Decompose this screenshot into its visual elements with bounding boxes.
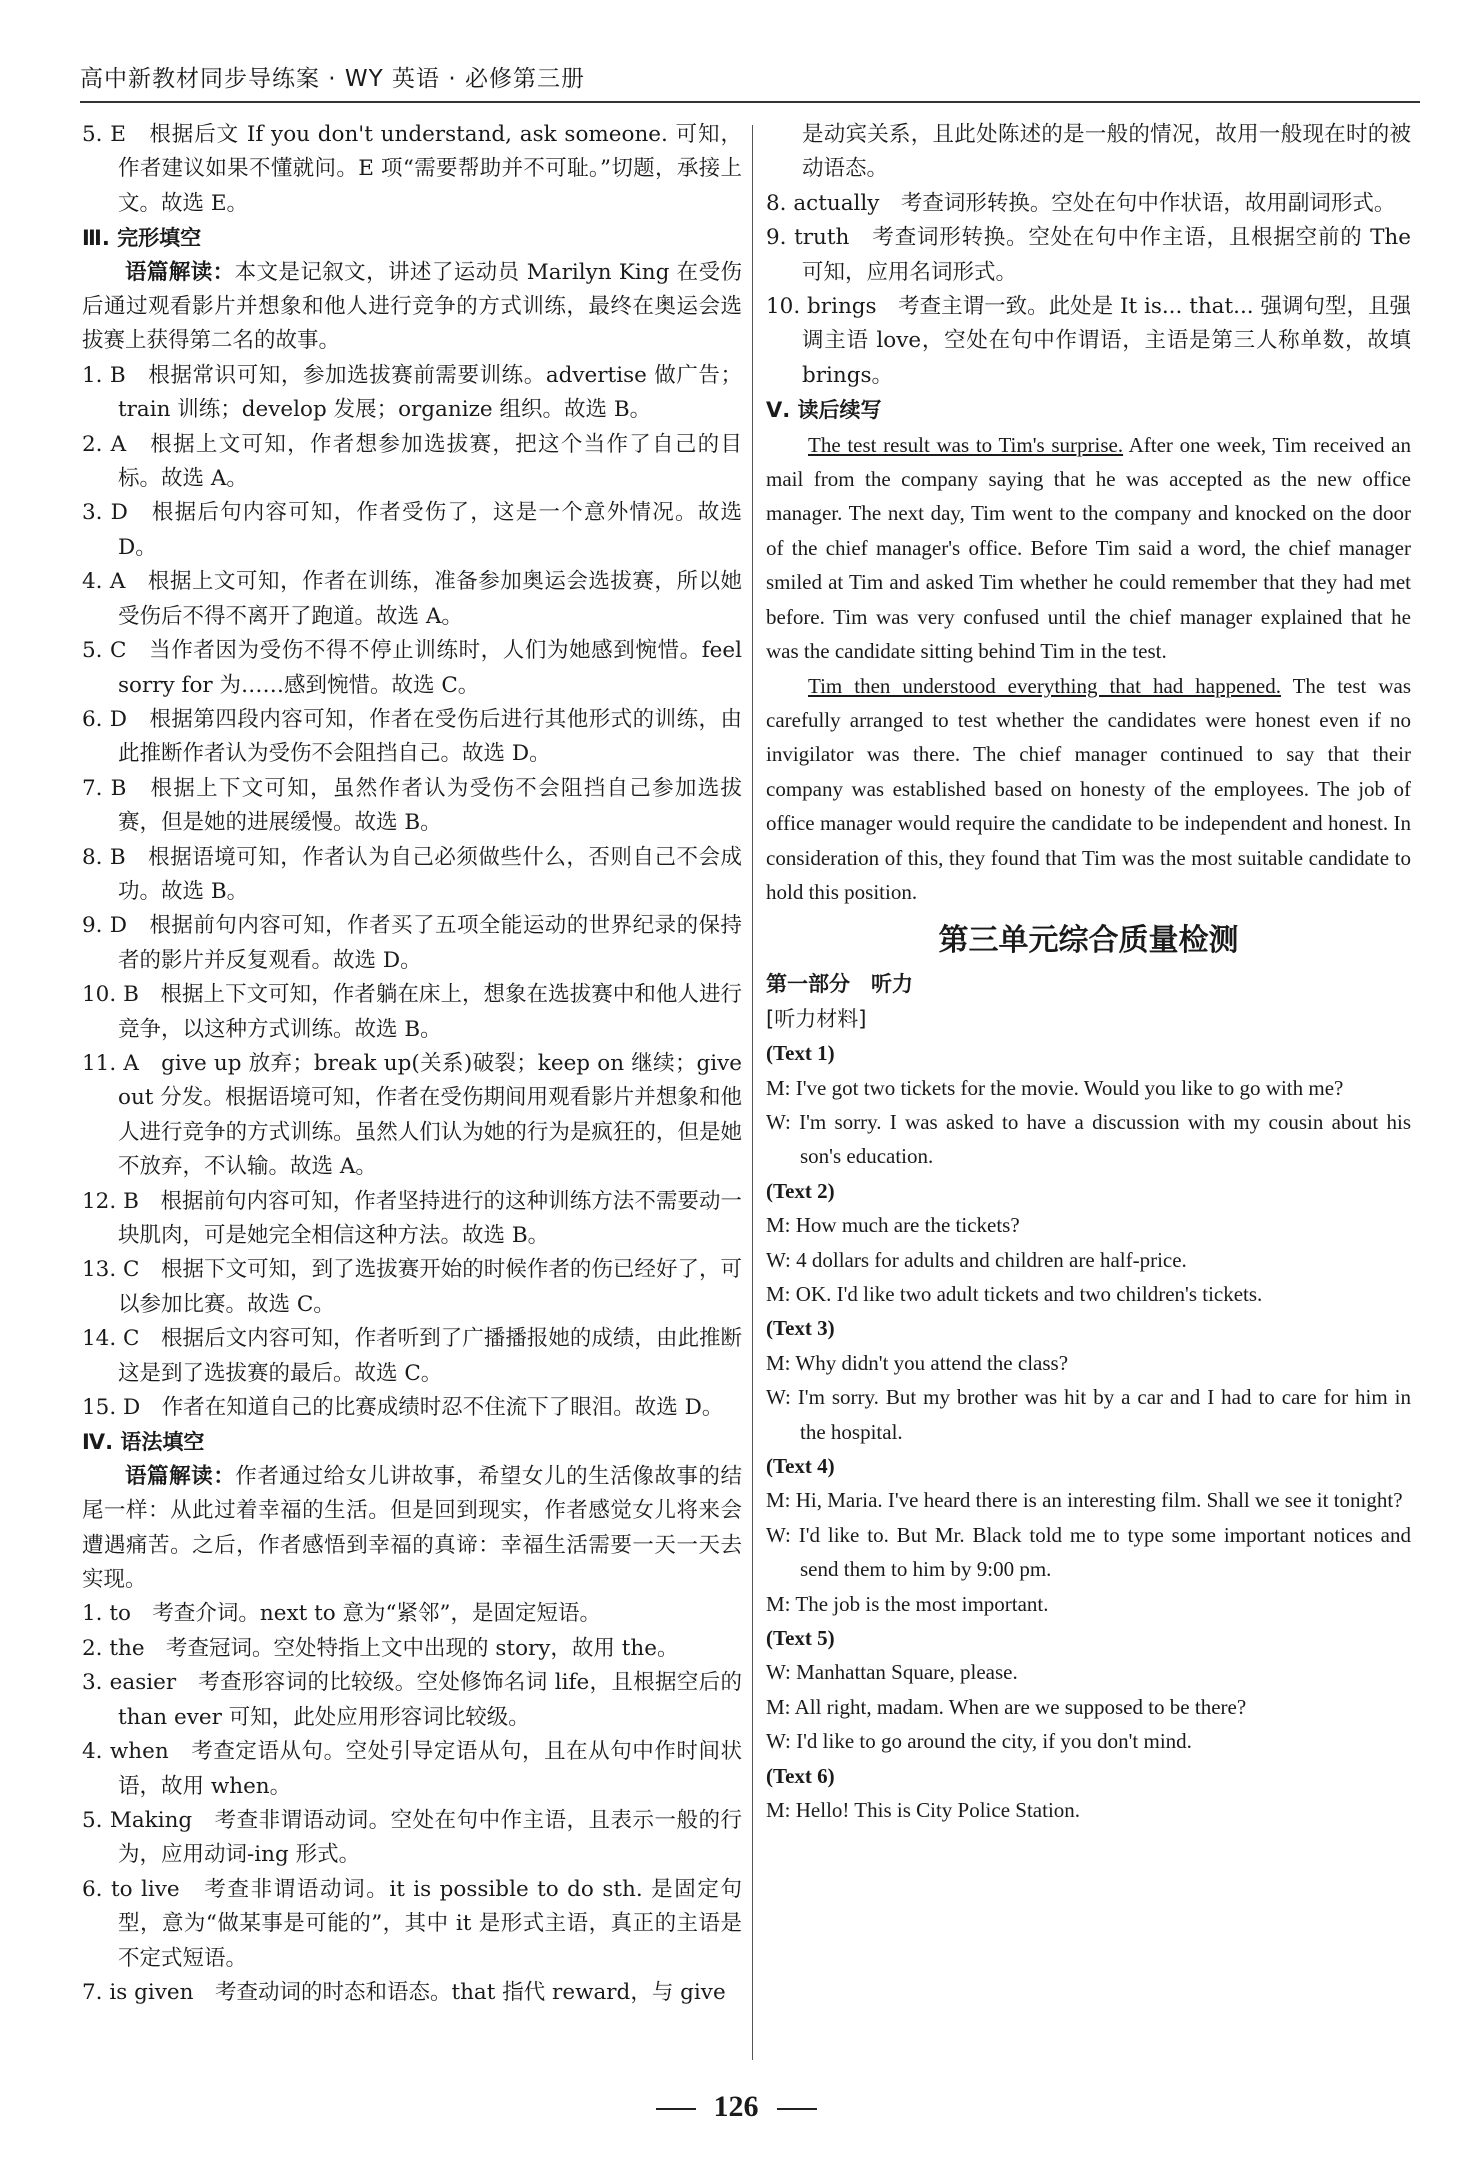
grammar-answer: 5. Making 考查非谓语动词。空处在句中作主语，且表示一般的行为，应用动词-ing 形式。 <box>82 1807 742 1868</box>
intro-label: 语篇解读： <box>125 1463 236 1489</box>
cloze-answer: 10. B 根据上下文可知，作者躺在床上，想象在选拔赛中和他人进行竞争，以这种方式训练。故选 B。 <box>82 982 742 1042</box>
grammar-answer: 10. brings 考查主谓一致。此处是 It is... that... 强调句型，且强调主语 love，空处在句中作谓语，主语是第三人称单数，故填 brings。 <box>766 294 1411 388</box>
dialogue-line: W: I'd like to go around the city, if you don't mind. <box>766 1729 1192 1754</box>
left-column <box>82 118 742 2010</box>
right-column <box>766 118 1411 1828</box>
dialogue-line: W: 4 dollars for adults and children are half-price. <box>766 1247 1187 1272</box>
cloze-intro <box>82 256 742 359</box>
intro-label: 语篇解读： <box>125 259 235 285</box>
grammar-answer: 7. is given 考查动词的时态和语态。that 指代 reward，与 give <box>82 1979 726 2005</box>
essay-paragraph-2 <box>766 669 1411 910</box>
cloze-answer: 7. B 根据上下文可知，虽然作者认为受伤不会阻挡自己参加选拔赛，但是她的进展缓慢。故选 B。 <box>82 775 742 836</box>
dialogue-line: M: Why didn't you attend the class? <box>766 1350 1069 1375</box>
cloze-answer: 3. D 根据后句内容可知，作者受伤了，这是一个意外情况。故选 D。 <box>82 500 742 560</box>
cloze-answer: 5. C 当作者因为受伤不得不停止训练时，人们为她感到惋惜。feel sorry for 为……感到惋惜。故选 C。 <box>82 638 742 698</box>
cloze-answer: 15. D 作者在知道自己的比赛成绩时忍不住流下了眼泪。故选 D。 <box>82 1395 724 1421</box>
dialogue-line: M: How much are the tickets? <box>766 1213 1020 1238</box>
dialogue-line: M: I've got two tickets for the movie. Would you like to go with me? <box>766 1075 1344 1100</box>
answer-7-continued: 是动宾关系，且此处陈述的是一般的情况，故用一般现在时的被动语态。 <box>802 122 1411 182</box>
dialogue-line: W: I'm sorry. But my brother was hit by a car and I had to care for him in the hospital. <box>766 1385 1411 1444</box>
grammar-answer: 4. when 考查定语从句。空处引导定语从句，且在从句中作时间状语，故用 when。 <box>82 1739 742 1799</box>
intro-text: 本文是记叙文，讲述了运动员 Marilyn King 在受伤后通过观看影片并想象和他人进行竞争的方式训练，最终在奥运会选拔赛上获得第二名的故事。 <box>82 259 742 354</box>
dialogue-line: W: Manhattan Square, please. <box>766 1660 1018 1685</box>
grammar-answer: 8. actually 考查词形转换。空处在句中作状语，故用副词形式。 <box>766 190 1396 216</box>
essay-paragraph-1 <box>766 428 1411 669</box>
cloze-answer: 6. D 根据第四段内容可知，作者在受伤后进行其他形式的训练，由此推断作者认为受伤不会阻挡自己。故选 D。 <box>82 706 742 767</box>
grammar-answer: 2. the 考查冠词。空处特指上文中出现的 story，故用 the。 <box>82 1635 679 1661</box>
grammar-answer: 6. to live 考查非谓语动词。it is possible to do sth. 是固定句型，意为“做某事是可能的”，其中 it 是形式主语，真正的主语是不定式短语。 <box>82 1876 742 1971</box>
intro-text: 作者通过给女儿讲故事，希望女儿的生活像故事的结尾一样：从此过着幸福的生活。但是回到现实，作者感觉女儿将来会遭遇痛苦。之后，作者感悟到幸福的真谛：幸福生活需要一天一天去实现。 <box>82 1463 742 1593</box>
material-tag: [听力材料] <box>766 1006 867 1031</box>
dialogue-line: M: Hi, Maria. I've heard there is an interesting film. Shall we see it tonight? <box>766 1488 1403 1513</box>
text-label: (Text 2) <box>766 1178 835 1203</box>
text-label: (Text 5) <box>766 1626 835 1651</box>
section-cloze-heading: Ⅲ. 完形填空 <box>82 226 202 251</box>
cloze-answer: 11. A give up 放弃；break up(关系)破裂；keep on 继续；give out 分发。根据语境可知，作者在受伤期间用观看影片并想象和他人进行竞争的方式训练。虽然人们认为她的行为是疯狂的，但是她不放弃，不认输。故选 A。 <box>82 1050 742 1180</box>
cloze-answer: 14. C 根据后文内容可知，作者听到了广播播报她的成绩，由此推断这是到了选拔赛的最后。故选 C。 <box>82 1326 742 1386</box>
essay-text: The test was carefully arranged to test whether the candidates were honest even if no invigilator was there. The chief manager continued to say that their company was established based on honesty of the employees. The job of office manager would require the candidate to be independent and honest. In consideration of this, they found that Tim was the most suitable candidate to hold this position. <box>766 673 1412 904</box>
grammar-answer: 1. to 考查介词。next to 意为“紧邻”，是固定短语。 <box>82 1601 602 1627</box>
section-grammar-heading: Ⅳ. 语法填空 <box>82 1430 205 1455</box>
cloze-answer: 12. B 根据前句内容可知，作者坚持进行的这种训练方法不需要动一块肌肉，可是她完全相信这种方法。故选 B。 <box>82 1188 742 1248</box>
cloze-answer: 4. A 根据上文可知，作者在训练，准备参加奥运会选拔赛，所以她受伤后不得不离开了跑道。故选 A。 <box>82 569 742 629</box>
column-divider <box>752 125 753 2060</box>
dialogue-line: W: I'd like to. But Mr. Black told me to type some important notices and send them to him by 9:00 pm. <box>766 1522 1411 1582</box>
unit-title: 第三单元综合质量检测 <box>938 923 1239 959</box>
given-sentence: The test result was to Tim's surprise. <box>808 432 1124 457</box>
grammar-answer: 9. truth 考查词形转换。空处在句中作主语，且根据空前的 The 可知，应用名词形式。 <box>766 225 1411 285</box>
dialogue-line: M: OK. I'd like two adult tickets and two children's tickets. <box>766 1282 1263 1306</box>
part-heading: 第一部分 听力 <box>766 972 913 997</box>
given-sentence: Tim then understood everything that had happened. <box>808 673 1281 698</box>
cloze-answer: 1. B 根据常识可知，参加选拔赛前需要训练。advertise 做广告；train 训练；develop 发展；organize 组织。故选 B。 <box>82 362 742 423</box>
dialogue-line: M: All right, madam. When are we supposed to be there? <box>766 1694 1247 1719</box>
section-continuation-heading: Ⅴ. 读后续写 <box>766 398 882 423</box>
cloze-answer: 8. B 根据语境可知，作者认为自己必须做些什么，否则自己不会成功。故选 B。 <box>82 844 742 904</box>
dialogue-line: M: Hello! This is City Police Station. <box>766 1798 1081 1823</box>
text-label: (Text 6) <box>766 1763 835 1788</box>
text-label: (Text 4) <box>766 1454 835 1479</box>
grammar-intro <box>82 1460 742 1598</box>
answer-5: 5. E 根据后文 If you don't understand, ask someone. 可知，作者建议如果不懂就问。E 项“需要帮助并不可耻。”切题，承接上文。故选 E。 <box>82 122 742 216</box>
cloze-answer: 13. C 根据下文可知，到了选拔赛开始的时候作者的伤已经好了，可以参加比赛。故选 C。 <box>82 1257 742 1317</box>
text-label: (Text 1) <box>766 1041 835 1066</box>
page-number-text: 126 <box>713 2090 759 2123</box>
cloze-answer: 9. D 根据前句内容可知，作者买了五项全能运动的世界纪录的保持者的影片并反复观看。故选 D。 <box>82 913 742 973</box>
grammar-answer: 3. easier 考查形容词的比较级。空处修饰名词 life，且根据空后的 than ever 可知，此处应用形容词比较级。 <box>82 1670 742 1730</box>
text-label: (Text 3) <box>766 1316 835 1341</box>
dialogue-line: M: The job is the most important. <box>766 1591 1049 1616</box>
dialogue-line: W: I'm sorry. I was asked to have a discussion with my cousin about his son's education. <box>766 1109 1411 1169</box>
essay-text: After one week, Tim received an mail from the company saying that he was accepted as the new office manager. The next day, Tim went to the company and knocked on the door of the chief manager's office. Before Tim said a word, the chief manager smiled at Tim and asked Tim whether he could remember that they had met before. Tim was very confused until the chief manager explained that he was the candidate sitting behind Tim in the test. <box>766 432 1411 664</box>
running-header: 高中新教材同步导练案 · WY 英语 · 必修第三册 <box>80 60 1420 103</box>
cloze-answer: 2. A 根据上文可知，作者想参加选拔赛，把这个当作了自己的目标。故选 A。 <box>82 431 742 492</box>
page-number <box>0 2090 1472 2124</box>
